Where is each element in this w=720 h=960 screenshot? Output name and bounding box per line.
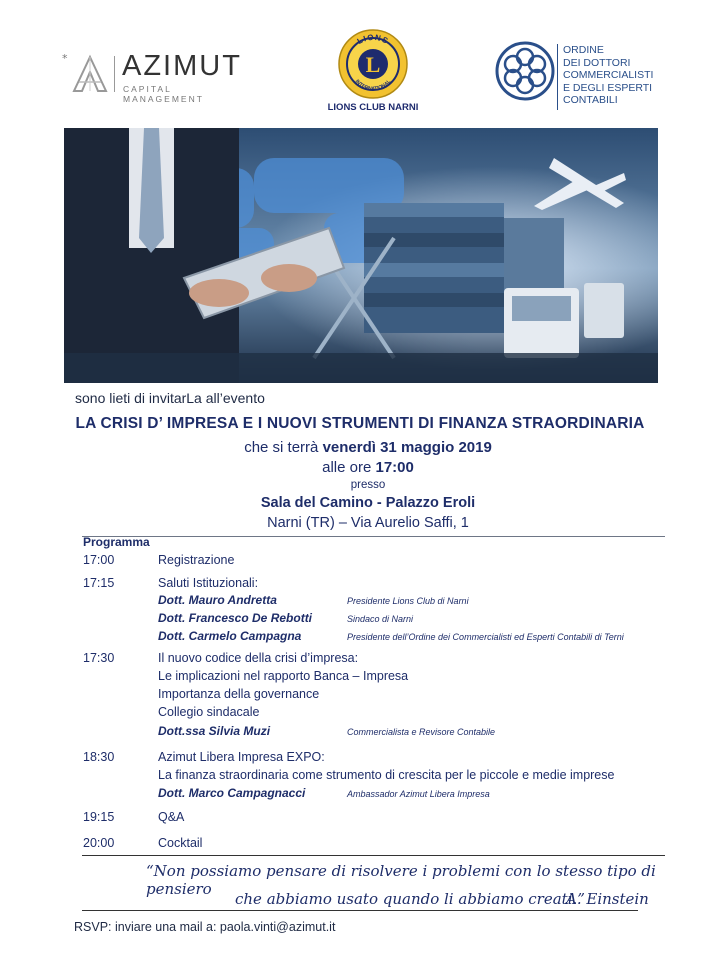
event-time-line xyxy=(0,459,720,476)
programme-line: Saluti Istituzionali: xyxy=(158,576,259,590)
quote-bottom-rule xyxy=(82,910,638,911)
ordine-line: DEI DOTTORI xyxy=(563,56,631,69)
programme-top-rule xyxy=(82,536,665,537)
azimut-a-icon xyxy=(70,54,110,94)
lions-badge-bottom: INTERNATIONAL xyxy=(353,78,393,93)
programme-line: Importanza della governance xyxy=(158,687,320,701)
event-address: Narni (TR) – Via Aurelio Saffi, 1 xyxy=(267,515,469,531)
speaker-name: Dott.ssa Silvia Muzi xyxy=(158,724,271,738)
programme-line: Registrazione xyxy=(158,553,235,567)
speaker-name: Dott. Francesco De Rebotti xyxy=(158,611,313,625)
programme-bottom-rule xyxy=(82,855,665,856)
ordine-line: CONTABILI xyxy=(563,94,618,106)
programme-line: Il nuovo codice della crisi d’impresa: xyxy=(158,651,359,665)
programme-time: 20:00 xyxy=(83,836,115,850)
programme-time: 17:15 xyxy=(83,576,115,590)
event-time-prefix: alle ore xyxy=(322,459,376,476)
programme-time: 18:30 xyxy=(83,750,115,764)
event-title: LA CRISI D’ IMPRESA E I NUOVI STRUMENTI DI FINANZA STRAORDINARIA xyxy=(75,415,645,432)
invite-text: sono lieti di invitarLa all’evento xyxy=(75,390,265,406)
speaker-role: Commercialista e Revisore Contabile xyxy=(347,727,496,737)
programme-heading: Programma xyxy=(83,535,150,549)
event-time: 17:00 xyxy=(375,459,414,476)
programme-time: 17:00 xyxy=(83,553,115,567)
azimut-subtitle: CAPITAL MANAGEMENT xyxy=(123,84,204,104)
azimut-name: AZIMUT xyxy=(122,50,242,82)
programme-line: Cocktail xyxy=(158,836,203,850)
ordine-divider xyxy=(557,44,558,110)
quote-line-1: “Non possiamo pensare di risolvere i problemi con lo stesso tipo di pensiero xyxy=(146,862,656,898)
event-presso: presso xyxy=(350,479,386,491)
speaker-name: Dott. Marco Campagnacci xyxy=(158,786,306,800)
ordine-line: ORDINE xyxy=(563,44,604,56)
lions-badge-icon xyxy=(337,28,409,100)
programme-time: 19:15 xyxy=(83,810,115,824)
speaker-role: Presidente Lions Club di Narni xyxy=(347,596,469,606)
programme-line: Le implicazioni nel rapporto Banca – Impresa xyxy=(158,669,409,683)
ordine-line: COMMERCIALISTI xyxy=(563,69,654,81)
speaker-role: Sindaco di Narni xyxy=(347,614,414,624)
asterisk-mark: * xyxy=(62,52,68,65)
programme-line: Q&A xyxy=(158,810,185,824)
lions-club-label: LIONS CLUB NARNI xyxy=(327,102,419,113)
programme-time: 17:30 xyxy=(83,651,115,665)
hero-illustration xyxy=(64,128,658,383)
programme-line: Collegio sindacale xyxy=(158,705,260,719)
business-logistics-photo xyxy=(64,128,658,383)
speaker-name: Dott. Mauro Andretta xyxy=(158,593,277,607)
lions-logo xyxy=(318,28,428,123)
programme-line: Azimut Libera Impresa EXPO: xyxy=(158,750,325,764)
ordine-emblem-icon xyxy=(494,38,556,104)
azimut-logo xyxy=(62,48,252,104)
ordine-logo xyxy=(494,38,664,118)
ordine-text xyxy=(563,44,653,107)
quote-author: A. Einstein xyxy=(566,890,649,908)
event-date: venerdì 31 maggio 2019 xyxy=(322,439,492,456)
azimut-divider xyxy=(114,56,115,92)
event-date-line xyxy=(0,439,720,456)
event-date-prefix: che si terrà xyxy=(244,439,323,456)
rsvp-text: RSVP: inviare una mail a: paola.vinti@azimut.it xyxy=(74,920,336,934)
speaker-role: Ambassador Azimut Libera Impresa xyxy=(347,789,490,799)
lions-badge-top: LIONS xyxy=(355,32,391,47)
event-venue: Sala del Camino - Palazzo Eroli xyxy=(260,495,476,511)
ordine-line: E DEGLI ESPERTI xyxy=(563,81,653,94)
quote-line-2: che abbiamo usato quando li abbiamo creati.” xyxy=(235,890,585,908)
speaker-role: Presidente dell’Ordine dei Commercialisti ed Esperti Contabili di Terni xyxy=(347,632,624,642)
programme-line: La finanza straordinaria come strumento di crescita per le piccole e medie imprese xyxy=(158,768,615,782)
lions-badge-letter: L xyxy=(365,52,381,77)
speaker-name: Dott. Carmelo Campagna xyxy=(158,629,302,643)
